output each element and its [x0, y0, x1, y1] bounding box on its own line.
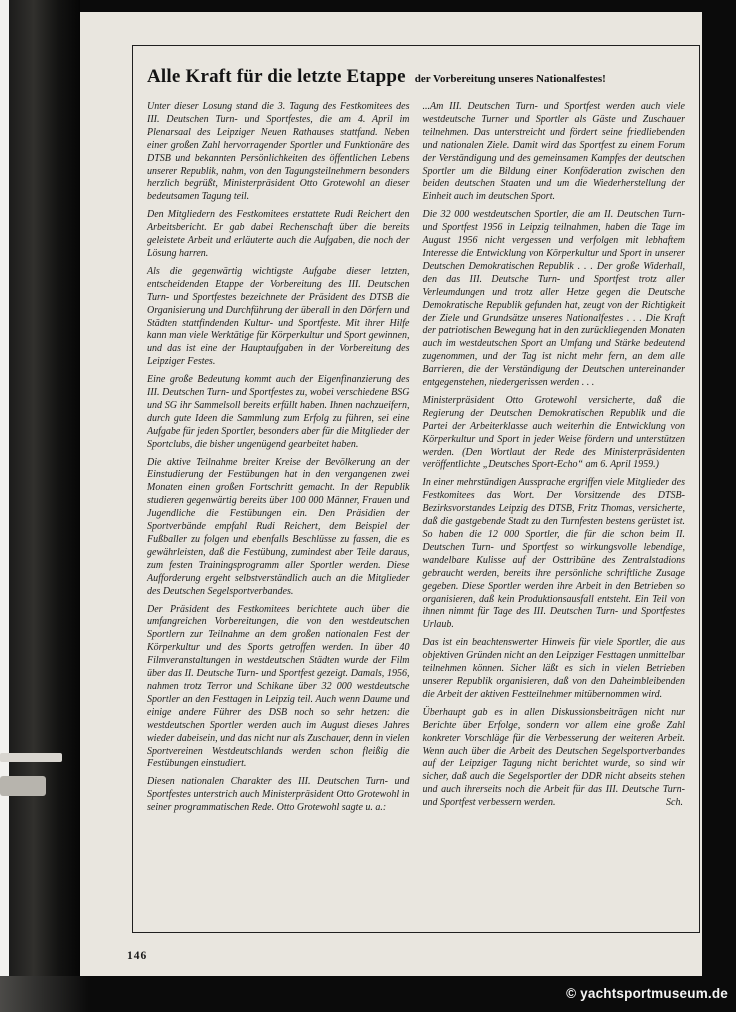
paragraph: Der Präsident des Festkomitees berichtete auch über die umfangreichen Vorbereitungen, die von den westdeutschen Sportlern zur Teilnahme an dem großen nationalen Fest der Körperkultur und des Sports getroffen werden. In über 40 Filmveranstaltungen in westdeutschen Städten wurde der Film über das II. Deutsche Turn- und Sportfest gezeigt. Damals, 1956, nahmen trotz Terror und Schikane über 32 000 westdeutsche Sportler an den Festtagen in Leipzig teil. Auch wenn Daume und einige andere Führer des DSB noch so sehr hetzen: die westdeutschen Sportler werden auch im August dieses Jahres wieder dabeisein, und das nicht nur als Zuschauer, denn in vielen Sportvereinen Westdeutschlands werden schon fleißig die Festübungen einstudiert. [147, 603, 410, 770]
scan-artifact [0, 776, 46, 796]
book-spine-shadow [9, 0, 80, 976]
paragraph: Ministerpräsident Otto Grotewohl versicherte, daß die Regierung der Deutschen Demokratischen Republik und die Partei der Arbeiterklasse auch weiterhin die Entwicklung von Körperkultur und Sport in jeder Weise fördern und unterstützen werden. (Den Wortlaut der Rede des Ministerpräsidenten veröffentlichte „Deutsches Sport-Echo“ am 6. April 1959.) [422, 394, 685, 471]
article-frame [132, 45, 700, 933]
magazine-page [80, 12, 702, 976]
article-column-right-paragraphs [423, 101, 686, 810]
paragraph: Die aktive Teilnahme breiter Kreise der Bevölkerung an der Einstudierung der Festübungen hat in den vergangenen zwei Monaten einen großen Fortschritt gemacht. In der Republik studieren gegenwärtig bereits über 100 000 Männer, Frauen und Jugendliche die Festübungen ein. Den Präsidien der Sportverbände empfahl Rudi Reichert, dem Beispiel der Fußballer zu folgen und ebenfalls Beschlüsse zu fassen, die es gewährleisten, daß die Festübung, zumindest aber Teile daraus, zum festen Trainingsprogramm aller Sportler werden. Diese Aufforderung ergeht selbstverständlich auch an die Mitglieder des Deutschen Segelsportverbandes. [147, 456, 410, 597]
paragraph: ...Am III. Deutschen Turn- und Sportfest werden auch viele westdeutsche Turner und Sportler als Gäste und Zuschauer teilnehmen. Das unterstreicht und fördert seine friedliebenden und nationalen Ziele. Damit wird das Sportfest zu einem Forum der Verständigung und des gemeinsamen Kampfes der deutschen Sportler um die Bildung einer Konföderation zwischen den beiden deutschen Staaten und um die Wiederherstellung der Einheit auch im deutschen Sport. [422, 101, 685, 203]
paragraph: Den Mitgliedern des Festkomitees erstattete Rudi Reichert den Arbeitsbericht. Er gab dabei Rechenschaft über die bereits geleistete Arbeit und erläuterte auch die Aufgaben, die noch der Lösung harren. [147, 209, 410, 259]
article-column-right [423, 101, 686, 820]
article-title: Alle Kraft für die letzte Etappe [147, 66, 406, 87]
paragraph: In einer mehrstündigen Aussprache ergriffen viele Mitglieder des Festkomitees das Wort. Der Vorsitzende des DTSB-Bezirksvorstandes Leipzig des DTSB, Fritz Thomas, versicherte, daß die gastgebende Stadt zu den Turnfesten bestens gerüstet ist. So haben die 12 000 Sportler, die für die schon beim II. Deutschen Turn- und Sportfest so wirkungsvolle lebendige, wandelbare Kulisse auf der Osttribüne des Zentralstadions gebraucht werden, bereits ihre persönliche schriftliche Zusage gegeben. Diese Sportler werden ihre Arbeit in den Betrieben so organisieren, daß kein Produktionsausfall entsteht. Ein Teil von ihnen nimmt für Tage des III. Deutschen Turn- und Sportfestes Urlaub. [422, 477, 685, 631]
watermark: © yachtsportmuseum.de [566, 986, 728, 1001]
article-header [133, 46, 699, 88]
paragraph: Das ist ein beachtenswerter Hinweis für viele Sportler, die aus objektiven Gründen nicht an den Leipziger Festtagen unmittelbar teilnehmen können. Sicher läßt es sich in vielen Betrieben unserer Republik organisieren, daß von den Daheimbleibenden die Arbeit der aktiven Festteilnehmer mitübernommen wird. [422, 637, 685, 700]
paragraph: Eine große Bedeutung kommt auch der Eigenfinanzierung des III. Deutschen Turn- und Sportfestes zu, wobei verschiedene BSG und SG ihr Sammelsoll bereits erfüllt haben. Ihnen nachzueifern, durch gute Ideen die Sammlung zum Erfolg zu führen, sei eine Aufgabe für jeden Sportler, besonders aber für die Mitglieder der Sportclubs, die bisher ungenügend gearbeitet haben. [147, 374, 410, 450]
author-signature: Sch. [666, 797, 683, 809]
scan-artifact [0, 753, 62, 762]
paragraph: Als die gegenwärtig wichtigste Aufgabe dieser letzten, entscheidenden Etappe der Vorbereitung des III. Deutschen Turn- und Sportfestes bezeichnete der Präsident des DTSB die Organisierung und Durchführung der überall in den Dörfern und Städten stattfindenden Kultur- und Sportfeste. Mit ihrer Hilfe kann man viele Werktätige für Körperkultur und Sport gewinnen, und das ist eine der Hauptaufgaben in der Vorbereitung des Leipziger Festes. [147, 265, 410, 368]
page-number: 146 [127, 950, 148, 962]
paragraph: Diesen nationalen Charakter des III. Deutschen Turn- und Sportfestes unterstrich auch Ministerpräsident Otto Grotewohl in seiner programmatischen Rede. Otto Grotewohl sagte u. a.: [147, 776, 410, 814]
paragraph: Unter dieser Losung stand die 3. Tagung des Festkomitees des III. Deutschen Turn- und Sportfestes, die am 4. April im Plenarsaal des Leipziger Neuen Rathauses stattfand. Neben einer großen Zahl hervorragender Sportler und Funktionäre des DTSB und bekannten Persönlichkeiten des öffentlichen Lebens unserer Republik, nahm, von den Tagungsteilnehmern besonders herzlich begrüßt, Ministerpräsident Otto Grotewohl an dieser bedeutsamen Tagung teil. [147, 101, 410, 203]
paragraph: Die 32 000 westdeutschen Sportler, die am II. Deutschen Turn- und Sportfest 1956 in Leipzig teilnahmen, haben die Tage im August 1956 nicht vergessen und verfolgen mit lebhaftem Interesse die Entwicklung von Körperkultur und Sport in unserer Deutschen Demokratischen Republik . . . Der große Widerhall, den das III. Deutsche Turn- und Sportfest trotz aller Verleumdungen und trotz aller Hetze gegen die Deutsche Demokratische Republik gefunden hat, zeugt von der Richtigkeit der Ziele und Grundsätze unseres Nationalfestes . . . Die Kraft der patriotischen Bewegung hat in den zurückliegenden Monaten auch im westdeutschen Sport an Umfang und Stärke bedeutend zugenommen, und der Tag ist nicht mehr fern, an dem alle Barrieren, die der Verständigung der Deutschen untereinander entgegenstehen, niedergerissen werden . . . [422, 209, 685, 389]
paragraph: Überhaupt gab es in allen Diskussionsbeiträgen nicht nur Berichte über Erfolge, sondern vor allem eine große Zahl konkreter Vorschläge für die Verbesserung der weiteren Arbeit. Wenn auch über die Arbeit des Deutschen Segelsportverbandes auf der Leipziger Tagung nicht berichtet wurde, so sind wir sicher, daß auch die Segelsportler der DDR nicht abseits stehen und auch ihrerseits noch die Arbeit für das III. Deutsche Turn- und Sportfest verbessern werden. [422, 706, 685, 809]
article-columns [133, 88, 699, 820]
scan-artifact [0, 976, 88, 1012]
article-subtitle: der Vorbereitung unseres Nationalfestes! [414, 73, 606, 85]
article-column-left [147, 101, 410, 820]
scan-edge-sliver [0, 0, 9, 976]
